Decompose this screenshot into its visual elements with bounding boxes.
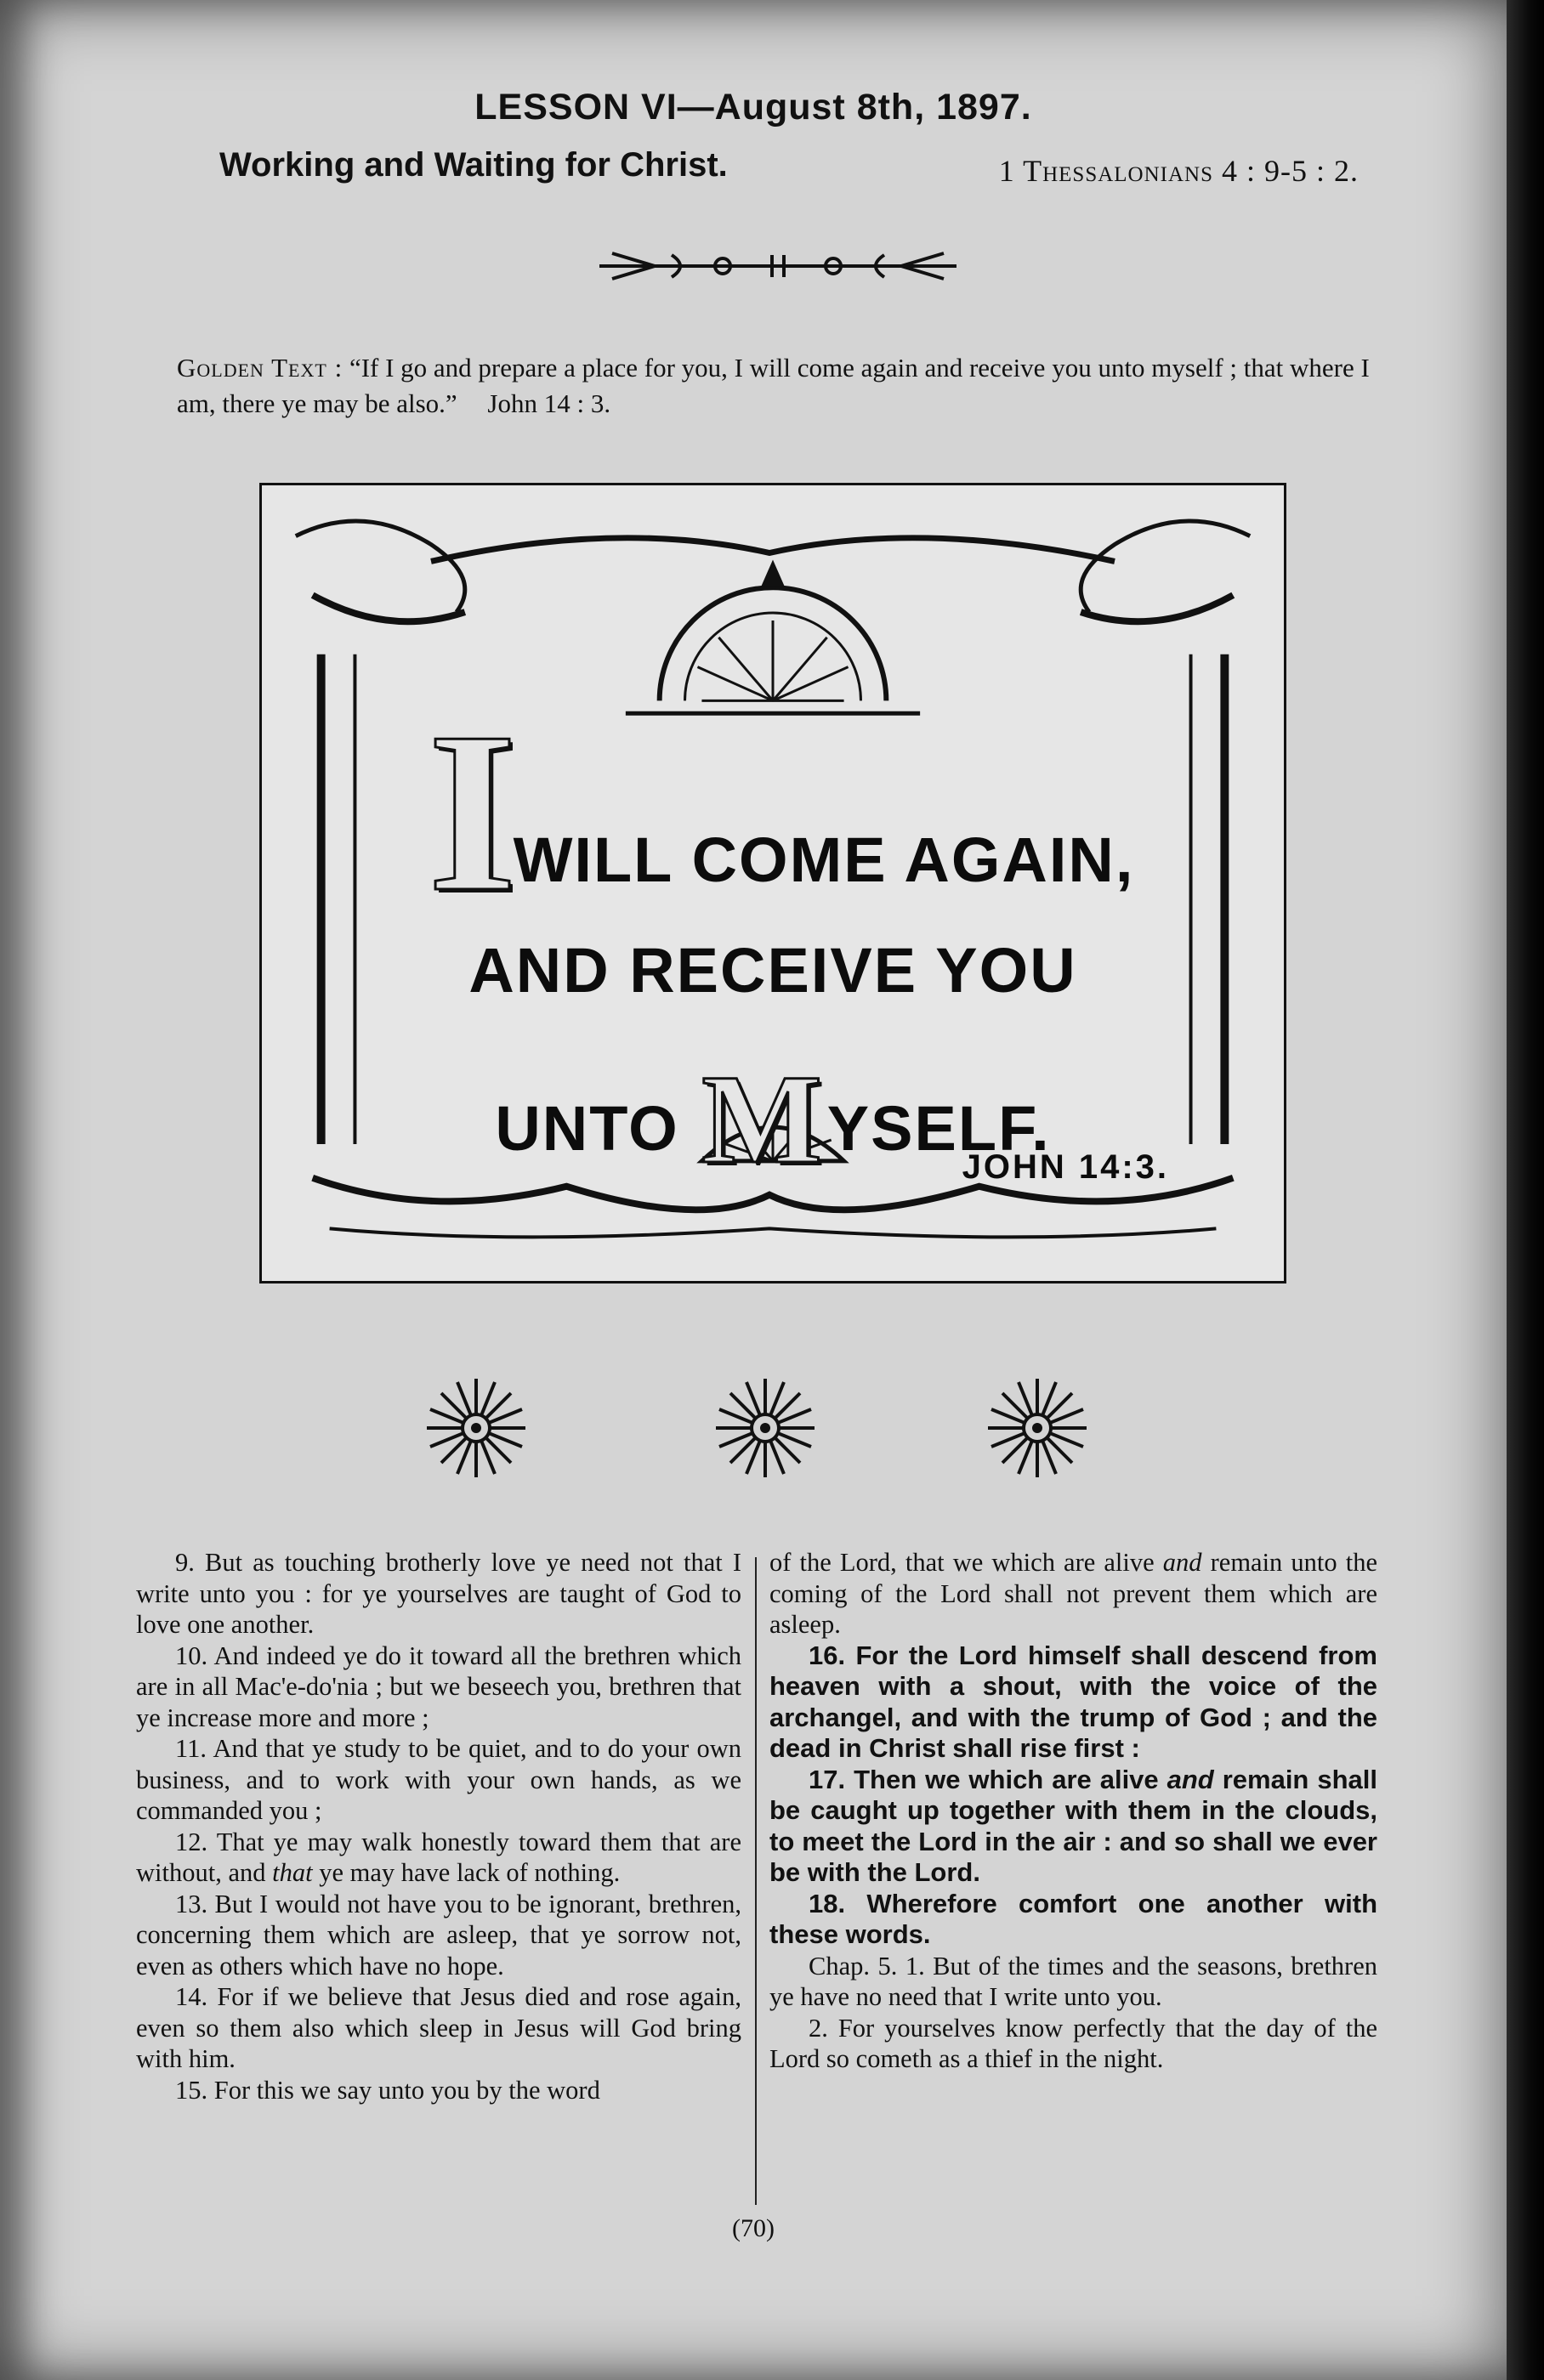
lesson-subtitle-row <box>219 146 1359 188</box>
verse-18 <box>769 1889 1377 1951</box>
verse-text: For the Lord himself shall descend from heaven with a shout, with the voice of the archangel, and with the trump of God ; and the dead in Christ shall rise first : <box>769 1640 1377 1763</box>
verse-number: 10. <box>175 1640 208 1670</box>
verse-number: 16. <box>809 1640 846 1670</box>
golden-text-reference: John 14 : 3. <box>487 388 611 418</box>
verse-16 <box>769 1640 1377 1765</box>
verse-9 <box>136 1547 741 1640</box>
verse-number: 18. <box>809 1888 846 1918</box>
verse-italic: and <box>1167 1764 1214 1794</box>
verse-text: ye may have lack of nothing. <box>312 1858 621 1887</box>
verse-text: Wherefore comfort one another with these words. <box>769 1888 1377 1949</box>
verse-text: That ye may walk honestly toward them that are without, and <box>136 1827 741 1887</box>
verse-text: And that ye study to be quiet, and to do your own business, and to work with your own hands, as we commanded you ; <box>136 1734 741 1825</box>
verse-text: of the Lord, that we which are alive <box>769 1548 1163 1577</box>
scroll-illustration <box>259 483 1286 1284</box>
golden-text-label: Golden Text : <box>177 353 343 382</box>
verse-number: 11. <box>175 1734 207 1763</box>
verse-number: 17. <box>809 1764 846 1794</box>
verse-text: remain shall be caught up together with them in the clouds, to meet the Lord in the air : and so shall we ever be with the Lord. <box>769 1764 1377 1887</box>
star-ornament-icon <box>986 1377 1088 1479</box>
verse-13 <box>136 1889 741 1982</box>
book-binding-edge <box>1507 0 1544 2380</box>
verse-text: And indeed ye do it toward all the brethren which are in all Mac'e-do'nia ; but we beseech you, brethren that ye increase more and more ; <box>136 1640 741 1732</box>
verse-italic: that <box>272 1858 313 1887</box>
scripture-left-column <box>136 1547 741 2105</box>
scripture-passage: 1 Thessalonians 4 : 9-5 : 2. <box>998 154 1359 188</box>
motto-line-1: WILL COME AGAIN, <box>513 824 1135 895</box>
divider-ornament-icon <box>595 245 961 287</box>
verse-17 <box>769 1765 1377 1889</box>
ornate-initial-m: M <box>701 1049 824 1190</box>
scripture-right-column <box>769 1547 1377 2075</box>
golden-text <box>177 350 1393 422</box>
column-divider <box>755 1557 757 2205</box>
motto-line-3-end: YSELF. <box>826 1093 1051 1164</box>
verse-number: Chap. 5. 1. <box>809 1951 925 1980</box>
verse-number: 15. <box>175 2075 208 2105</box>
motto-line-3-start: UNTO <box>495 1093 679 1164</box>
verse-text: But as touching brotherly love ye need not that I write unto you : for ye yourselves are taught of God to love one another. <box>136 1548 741 1639</box>
verse-text: But of the times and the seasons, brethren ye have no need that I write unto you. <box>769 1951 1377 2011</box>
lesson-title: Working and Waiting for Christ. <box>219 146 728 184</box>
ornate-initial-i: I <box>428 685 518 939</box>
verse-12 <box>136 1827 741 1889</box>
verse-number: 13. <box>175 1889 208 1918</box>
verse-15 <box>136 2075 741 2106</box>
verse-15-continued <box>769 1547 1377 1640</box>
verse-text: But I would not have you to be ignorant, brethren, concerning them which are asleep, that ye sorrow not, even as others which have no hope. <box>136 1889 742 1980</box>
verse-14 <box>136 1981 741 2075</box>
verse-text: remain unto the coming of the Lord shall not prevent them which are asleep. <box>769 1548 1377 1639</box>
verse-number: 12. <box>175 1827 208 1856</box>
star-ornament-icon <box>425 1377 527 1479</box>
star-ornaments <box>425 1377 1105 1488</box>
golden-text-quote: “If I go and prepare a place for you, I will come again and receive you unto myself ; that where I am, there ye may be also.” <box>177 353 1370 418</box>
verse-text: For this we say unto you by the word <box>213 2075 600 2105</box>
page-number: (70) <box>732 2214 775 2242</box>
verse-text: For if we believe that Jesus died and rose again, even so them also which sleep in Jesus will God bring with him. <box>136 1982 742 2073</box>
verse-text: Then we which are alive <box>854 1764 1167 1794</box>
scripture-columns <box>136 1547 1377 2193</box>
motto-reference: JOHN 14:3. <box>962 1148 1169 1186</box>
lesson-heading: LESSON VI—August 8th, 1897. <box>474 87 1032 128</box>
verse-10 <box>136 1640 741 1734</box>
star-ornament-icon <box>714 1377 816 1479</box>
chapter-5-verse-1 <box>769 1951 1377 2013</box>
motto-line-2: AND RECEIVE YOU <box>468 935 1077 1006</box>
verse-number: 9. <box>175 1548 195 1577</box>
verse-number: 2. <box>809 2013 828 2043</box>
verse-11 <box>136 1733 741 1827</box>
verse-italic: and <box>1162 1548 1202 1577</box>
verse-number: 14. <box>175 1982 208 2011</box>
chapter-5-verse-2 <box>769 2013 1377 2075</box>
verse-text: For yourselves know perfectly that the day of the Lord so cometh as a thief in the night. <box>769 2013 1378 2073</box>
